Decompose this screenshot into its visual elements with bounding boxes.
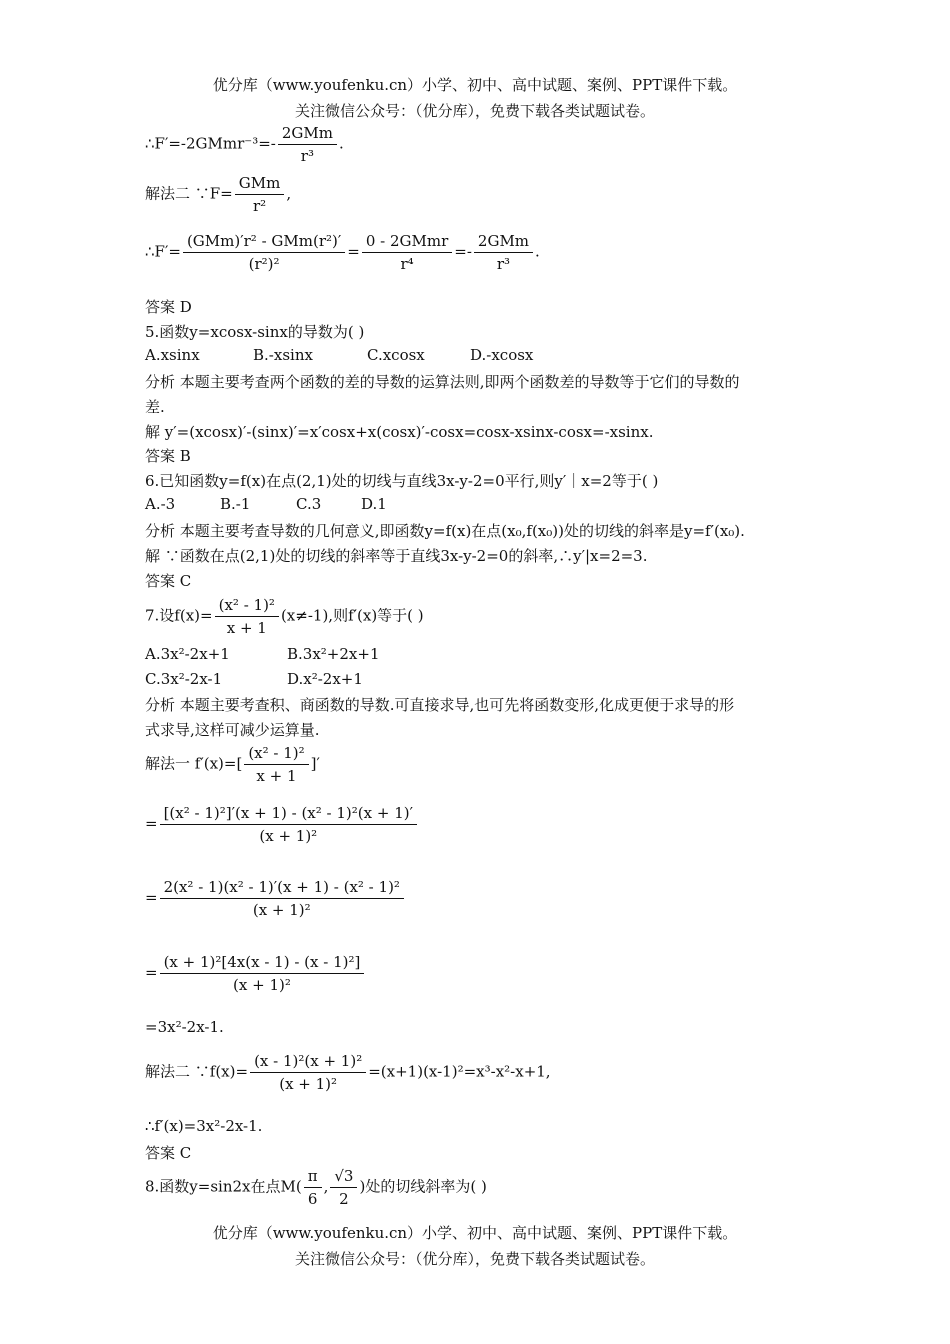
fraction <box>183 232 345 273</box>
fraction <box>330 1167 357 1208</box>
option-c: C.xcosx <box>367 346 425 364</box>
denominator: (x + 1)² <box>279 1075 338 1093</box>
question-7-analysis-2: 式求导,这样可减少运算量. <box>145 721 320 739</box>
answer-4: 答案 D <box>145 298 192 316</box>
numerator: 0 - 2GMmr <box>362 232 452 253</box>
footer-line-2: 关注微信公众号：（优分库），免费下载各类试题试卷。 <box>294 1250 655 1268</box>
numerator: [(x² - 1)²]′(x + 1) - (x² - 1)²(x + 1)′ <box>160 804 417 825</box>
fraction <box>160 804 417 845</box>
option-d: D.x²-2x+1 <box>287 670 363 688</box>
option-a: A.-3 <box>145 495 176 513</box>
text-segment: 8.函数y=sin2x在点M( <box>145 1177 302 1196</box>
text-segment: 7.设f(x)= <box>145 606 213 625</box>
option-b: B.-xsinx <box>253 346 313 364</box>
text-segment: , <box>323 1177 329 1196</box>
text-segment: ]′ <box>310 754 320 773</box>
question-8 <box>145 1167 487 1208</box>
fraction <box>235 174 285 215</box>
text-segment: 解法一 f′(x)=[ <box>145 754 243 773</box>
denominator: 2 <box>339 1190 349 1208</box>
solution-step-1 <box>145 744 320 785</box>
question-5-solution: 解 y′=(xcosx)′-(sinx)′=x′cosx+x(cosx)′-cosx=cosx-xsinx-cosx=-xsinx. <box>145 423 654 441</box>
derivative-line-3 <box>145 232 540 273</box>
question-5-options <box>145 346 533 364</box>
text-segment: =- <box>454 242 472 261</box>
fraction <box>160 953 365 994</box>
denominator: r⁴ <box>400 255 414 273</box>
denominator: (x + 1)² <box>252 901 311 919</box>
denominator: x + 1 <box>256 767 297 785</box>
answer-7: 答案 C <box>145 1144 192 1162</box>
text-segment: = <box>145 888 158 907</box>
fraction <box>215 596 279 637</box>
question-6: 6.已知函数y=f(x)在点(2,1)处的切线与直线3x-y-2=0平行,则y′｜x=2等于( ) <box>145 472 659 490</box>
option-c: C.3 <box>296 495 322 513</box>
method-two-result: ∴f′(x)=3x²-2x-1. <box>145 1117 263 1135</box>
option-d: D.1 <box>361 495 387 513</box>
denominator: r² <box>252 197 267 215</box>
fraction <box>304 1167 322 1208</box>
text-segment: )处的切线斜率为( ) <box>359 1177 487 1196</box>
option-b: B.-1 <box>220 495 251 513</box>
text-segment: . <box>338 134 344 153</box>
text-segment: 解法二 ∵f(x)= <box>145 1062 249 1081</box>
numerator: (x² - 1)² <box>215 596 279 617</box>
question-7-options-2 <box>145 670 363 688</box>
text-segment: ∴F′=-2GMmr⁻³=- <box>145 134 276 153</box>
fraction <box>278 124 337 165</box>
denominator: x + 1 <box>226 619 267 637</box>
text-segment: = <box>145 963 158 982</box>
numerator: 2GMm <box>474 232 533 253</box>
numerator: 2GMm <box>278 124 337 145</box>
denominator: (x + 1)² <box>259 827 318 845</box>
numerator: (x - 1)²(x + 1)² <box>250 1052 366 1073</box>
text-segment: 解法二 ∵F= <box>145 184 233 203</box>
text-segment: . <box>535 242 540 261</box>
denominator: (x + 1)² <box>233 976 291 994</box>
denominator: r³ <box>496 255 511 273</box>
text-segment: = <box>347 242 360 261</box>
derivative-line-1 <box>145 124 344 165</box>
method-two-line <box>145 174 291 215</box>
numerator: GMm <box>235 174 285 195</box>
question-7-analysis-1: 分析 本题主要考查积、商函数的导数.可直接求导,也可先将函数变形,化成更便于求导的形 <box>145 696 735 714</box>
fraction <box>362 232 452 273</box>
text-segment: (x≠-1),则f′(x)等于( ) <box>280 606 424 625</box>
footer-line-1: 优分库（www.youfenku.cn）小学、初中、高中试题、案例、PPT课件下载。 <box>212 1224 738 1242</box>
answer-5: 答案 B <box>145 447 191 465</box>
header-line-2: 关注微信公众号：（优分库），免费下载各类试题试卷。 <box>294 102 655 120</box>
option-d: D.-xcosx <box>470 346 534 364</box>
numerator: (x + 1)²[4x(x - 1) - (x - 1)²] <box>160 953 365 974</box>
question-5-analysis-2: 差. <box>145 398 165 416</box>
solution-step-4 <box>145 953 366 994</box>
numerator: √3 <box>330 1167 357 1188</box>
option-c: C.3x²-2x-1 <box>145 670 223 688</box>
numerator: 2(x² - 1)(x² - 1)′(x + 1) - (x² - 1)² <box>160 878 404 899</box>
text-segment: = <box>145 814 158 833</box>
denominator: (r²)² <box>248 255 280 273</box>
text-segment: ∴F′= <box>145 242 181 261</box>
question-6-analysis: 分析 本题主要考查导数的几何意义,即函数y=f(x)在点(x₀,f(x₀))处的切线的斜率是y=f′(x₀). <box>145 522 745 540</box>
question-5-analysis-1: 分析 本题主要考查两个函数的差的导数的运算法则,即两个函数差的导数等于它们的导数的 <box>145 373 740 391</box>
question-6-solution: 解 ∵函数在点(2,1)处的切线的斜率等于直线3x-y-2=0的斜率,∴y′|x=2=3. <box>145 547 648 565</box>
fraction <box>160 878 404 919</box>
question-5: 5.函数y=xcosx-sinx的导数为( ) <box>145 323 365 341</box>
denominator: 6 <box>307 1190 318 1208</box>
fraction <box>250 1052 366 1093</box>
question-7-options-1 <box>145 645 380 663</box>
text-segment: , <box>286 184 292 203</box>
solution-step-5: =3x²-2x-1. <box>145 1018 224 1036</box>
fraction <box>474 232 533 273</box>
numerator: (GMm)′r² - GMm(r²)′ <box>183 232 345 253</box>
question-7 <box>145 596 424 637</box>
option-b: B.3x²+2x+1 <box>287 645 380 663</box>
text-segment: =(x+1)(x-1)²=x³-x²-x+1, <box>368 1062 551 1081</box>
solution-step-3 <box>145 878 406 919</box>
question-6-options <box>145 495 387 513</box>
denominator: r³ <box>300 147 314 165</box>
numerator: (x² - 1)² <box>244 744 308 765</box>
answer-6: 答案 C <box>145 572 192 590</box>
numerator: π <box>304 1167 322 1188</box>
method-two-q7 <box>145 1052 551 1093</box>
fraction <box>244 744 308 785</box>
option-a: A.xsinx <box>145 346 200 364</box>
option-a: A.3x²-2x+1 <box>145 645 230 663</box>
header-line-1: 优分库（www.youfenku.cn）小学、初中、高中试题、案例、PPT课件下载。 <box>212 76 738 94</box>
solution-step-2 <box>145 804 419 845</box>
